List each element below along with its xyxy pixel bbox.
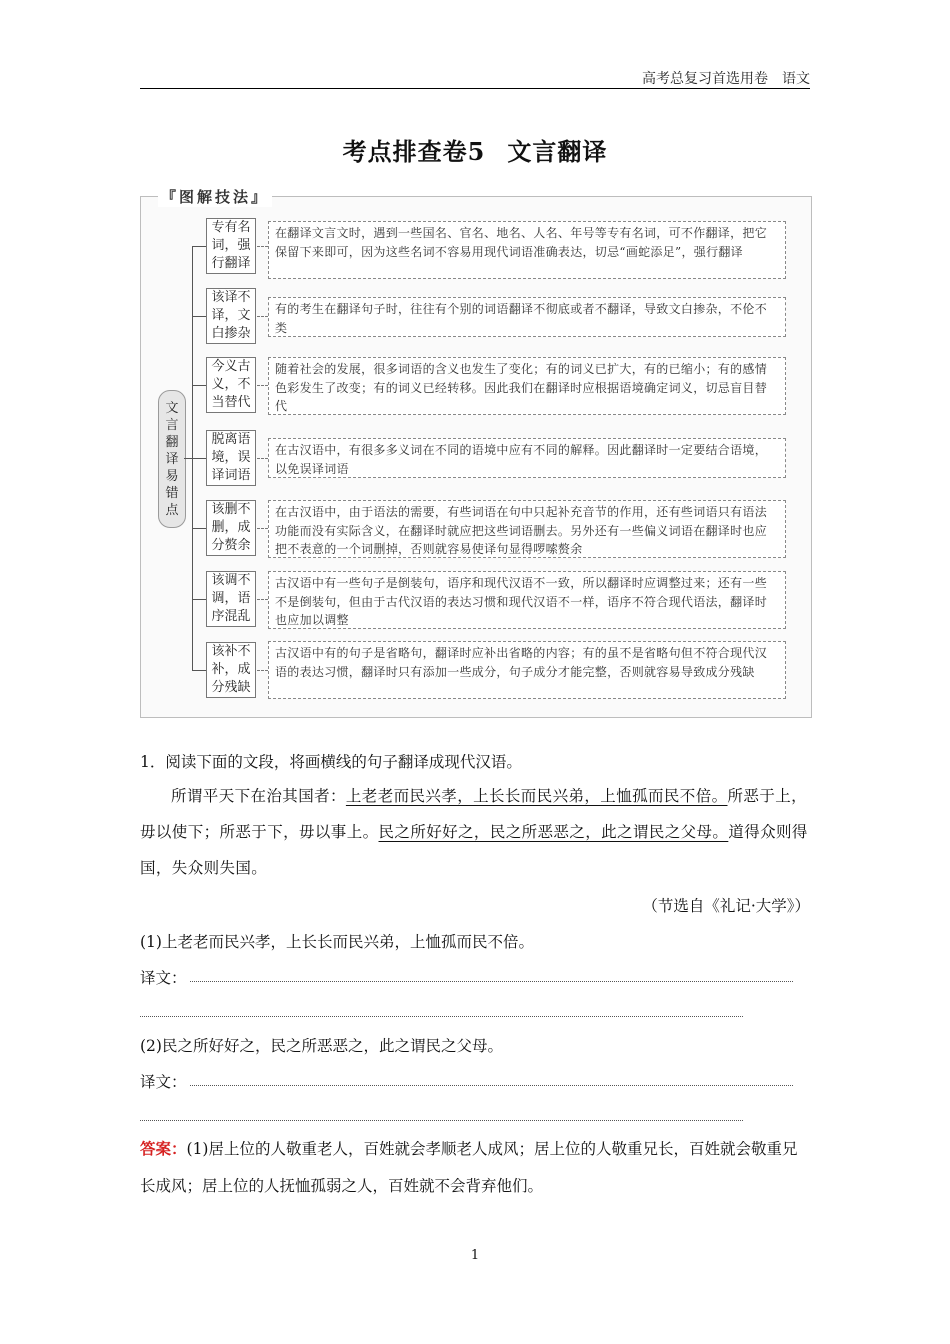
sub-question-2: (2)民之所好好之，民之所恶恶之，此之谓民之父母。	[140, 1037, 503, 1055]
underlined-sentence-2: 民之所好好之，民之所恶恶之，此之谓民之父母。	[378, 823, 729, 841]
connector-tick	[192, 599, 206, 600]
central-char: 言	[165, 417, 179, 433]
diagram-label: 『图解技法』	[158, 186, 272, 207]
translation-label: 译文：	[140, 1073, 187, 1091]
running-header: 高考总复习首选用卷 语文	[642, 71, 810, 87]
answer-label: 答案：	[140, 1139, 187, 1158]
category-box: 专有名词，强行翻译	[206, 218, 256, 274]
connector-tick	[192, 528, 206, 529]
page-title	[0, 132, 950, 167]
category-box: 该补不补，成分残缺	[206, 642, 256, 698]
description-box: 随着社会的发展，很多词语的含义也发生了变化；有的词义已扩大，有的已缩小；有的感情色彩发生了改变；有的词义已经转移。因此我们在翻译时应根据语境确定词义，切忌盲目替代	[268, 357, 786, 415]
central-char: 易	[165, 468, 179, 484]
description-box: 有的考生在翻译句子时，往往有个别的词语翻译不彻底或者不翻译，导致文白掺杂，不伦不类	[268, 297, 786, 337]
translation-label: 译文：	[140, 969, 187, 987]
connector-dash	[257, 246, 268, 247]
connector-dash	[257, 385, 268, 386]
passage-text: 所恶于上，毋以使下；所恶于下，毋以事上。	[140, 787, 808, 841]
central-char: 译	[165, 451, 179, 467]
category-box: 该删不删，成分赘余	[206, 500, 256, 556]
connector-tick	[192, 246, 206, 247]
answer-text: (1)居上位的人敬重老人，百姓就会孝顺老人成风；居上位的人敬重兄长，百姓就会敬重兄长成风；居上位的人抚恤孤弱之人，百姓就不会背弃他们。	[140, 1140, 798, 1195]
connector-dash	[257, 528, 268, 529]
connector-dash	[257, 458, 268, 459]
answer-block	[140, 1130, 810, 1205]
passage-text: 所谓平天下在治其国者：	[171, 787, 346, 805]
answer-line[interactable]	[190, 1085, 793, 1086]
connector-dash	[257, 316, 268, 317]
page-number: 1	[470, 1248, 480, 1263]
sub-question-1: (1)上老老而民兴孝，上长长而民兴弟，上恤孤而民不倍。	[140, 933, 534, 951]
connector-hub	[184, 458, 192, 459]
title-main: 考点排查卷5	[342, 137, 486, 166]
central-char: 点	[165, 502, 179, 518]
header-rule	[140, 88, 810, 89]
connector-tick	[192, 458, 206, 459]
connector-dash	[257, 599, 268, 600]
question-stem: 1．阅读下面的文段，将画横线的句子翻译成现代汉语。	[140, 753, 522, 771]
central-char: 文	[165, 400, 179, 416]
central-char: 错	[165, 485, 179, 501]
answer-line[interactable]	[190, 981, 793, 982]
passage	[140, 778, 810, 886]
description-box: 在古汉语中，由于语法的需要，有些词语在句中只起补充音节的作用，还有些词语只有语法功能而没有实际含义，在翻译时就应把这些词语删去。另外还有一些偏义词语在翻译时也应把不表意的一个词删掉，否则就容易使译句显得啰嗦赘余	[268, 500, 786, 558]
central-char: 翻	[165, 434, 179, 450]
description-box: 古汉语中有一些句子是倒装句，语序和现代汉语不一致，所以翻译时应调整过来；还有一些不是倒装句，但由于古代汉语的表达习惯和现代汉语不一样，语序不符合现代语法，翻译时也应加以调整	[268, 571, 786, 629]
category-box: 该译不译，文白掺杂	[206, 288, 256, 344]
description-box: 古汉语中有的句子是省略句，翻译时应补出省略的内容；有的虽不是省略句但不符合现代汉语的表达习惯，翻译时只有添加一些成分，句子成分才能完整，否则就容易导致成分残缺	[268, 641, 786, 699]
category-box: 脱离语境，误译词语	[206, 430, 256, 486]
connector-tick	[192, 670, 206, 671]
answer-line[interactable]	[140, 1016, 743, 1017]
connector-dash	[257, 670, 268, 671]
passage-text: 道得众则得国，失众则失国。	[140, 823, 808, 877]
central-node	[158, 390, 186, 528]
underlined-sentence-1: 上老老而民兴孝，上长长而民兴弟，上恤孤而民不倍。	[345, 787, 728, 805]
answer-line[interactable]	[140, 1120, 743, 1121]
description-box: 在翻译文言文时，遇到一些国名、官名、地名、人名、年号等专有名词，可不作翻译，把它保留下来即可，因为这些名词不容易用现代词语准确表达，切忌“画蛇添足”，强行翻译	[268, 221, 786, 279]
category-box: 该调不调，语序混乱	[206, 571, 256, 627]
title-sub: 文言翻译	[507, 137, 608, 166]
connector-tick	[192, 385, 206, 386]
source-citation: （节选自《礼记·大学》）	[642, 897, 810, 915]
category-box: 今义古义，不当替代	[206, 357, 256, 413]
connector-tick	[192, 316, 206, 317]
description-box: 在古汉语中，有很多多义词在不同的语境中应有不同的解释。因此翻译时一定要结合语境，以免误译词语	[268, 438, 786, 478]
